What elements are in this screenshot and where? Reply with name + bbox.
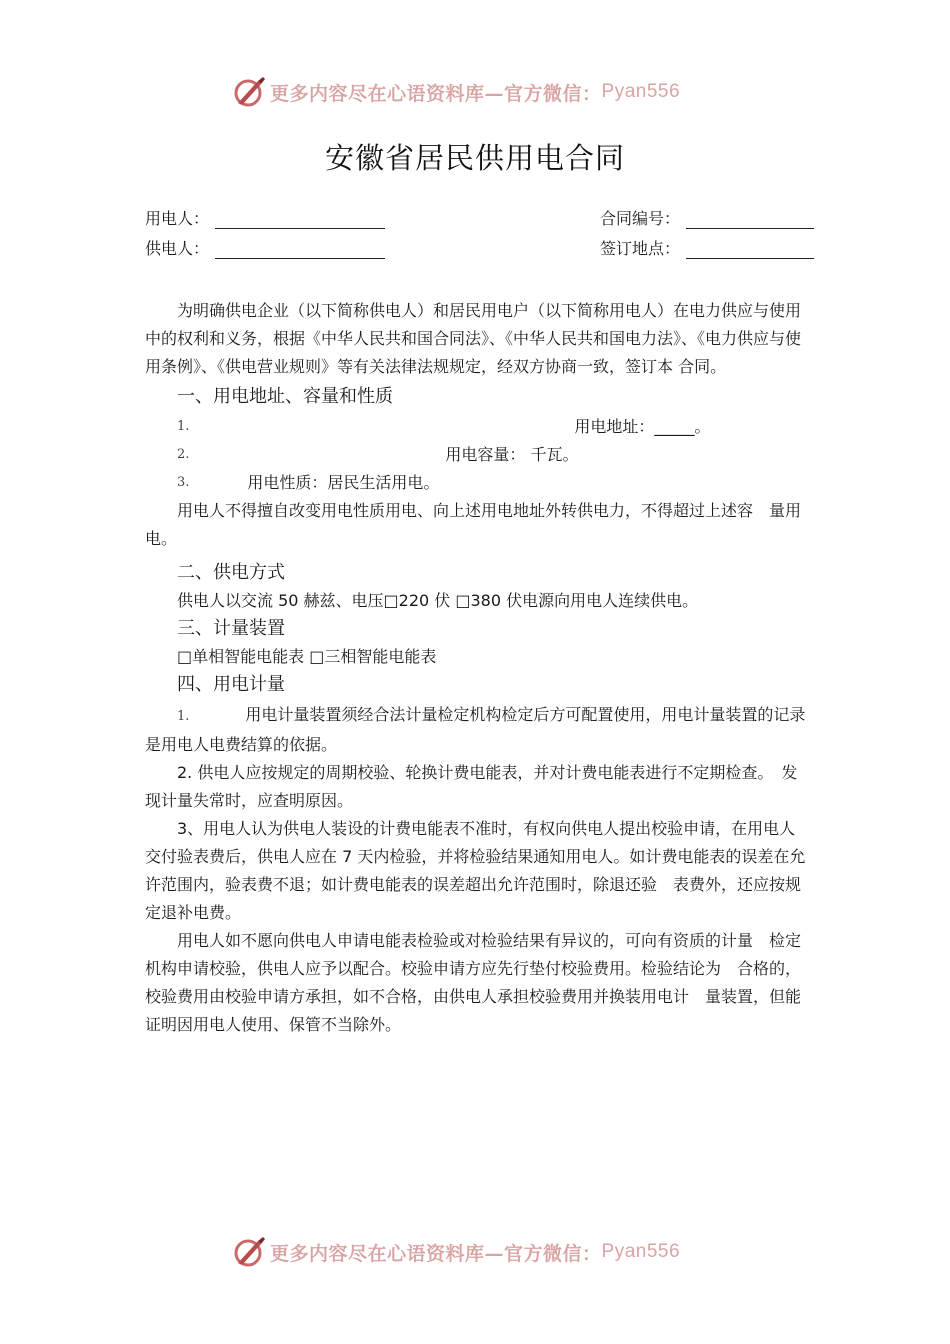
- section4-item3: 3、用电人认为供电人装设的计费电能表不准时，有权向供电人提出校验申请，在用电人交付验表费后，供电人应在 7 天内检验，并将检验结果通知用电人。如计费电能表的误差在允许范围内，验表费不退；如计费电能表的误差超出允许范围时，除退还验 表费外，还应按规定退补电费。: [145, 819, 806, 922]
- watermark-bottom: [232, 1236, 752, 1268]
- watermark-text: 更多内容尽在心语资料库—官方微信：: [270, 1242, 602, 1265]
- section1-note: 用电人不得擅自改变用电性质用电、向上述用电地址外转供电力，不得超过上述容 量用电。: [145, 501, 802, 548]
- section1-item3-num: 3.: [177, 475, 190, 490]
- section1-item2: [145, 441, 810, 469]
- pen-logo-icon: [232, 1236, 266, 1268]
- watermark-text: 更多内容尽在心语资料库—官方微信：: [270, 82, 602, 105]
- sign-place-blank: [686, 242, 814, 259]
- section3-heading: 三、计量装置: [177, 618, 285, 639]
- user-blank: [215, 212, 385, 229]
- watermark-wechat-id: Pyan556: [601, 81, 681, 102]
- section1-item1-text: 用电地址：_____。: [574, 417, 711, 436]
- watermark-wechat-id: Pyan556: [601, 1241, 681, 1262]
- section2-text: 供电人以交流 50 赫兹、电压□220 伏 □380 伏电源向用电人连续供电。: [177, 591, 699, 610]
- pen-logo-icon: [232, 76, 266, 108]
- sign-place-field: [600, 236, 814, 259]
- contract-no-blank: [686, 212, 814, 229]
- section1-item3: [145, 469, 810, 497]
- supplier-field: [145, 236, 385, 259]
- user-label: 用电人：: [145, 209, 210, 228]
- section1-item2-num: 2.: [177, 447, 190, 462]
- section4-item1-text: 用电计量装置须经合法计量检定机构检定后方可配置使用，用电计量装置的记录是用电人电费结算的依据。: [145, 705, 806, 754]
- contract-no-field: [600, 206, 814, 229]
- supplier-label: 供电人：: [145, 239, 210, 258]
- document-title: 安徽省居民供用电合同: [324, 141, 625, 175]
- section1-item1-num: 1.: [177, 419, 190, 434]
- section1-item2-text: 用电容量： 千瓦。: [445, 445, 579, 464]
- watermark-top: [232, 76, 752, 108]
- sign-place-label: 签订地点：: [600, 239, 681, 258]
- section4-paragraph: 用电人如不愿向供电人申请电能表检验或对检验结果有异议的，可向有资质的计量 检定机构申请校验，供电人应予以配合。校验申请方应先行垫付校验费用。检验结论为 合格的，校验费用由校验申请方承担，如不合格，由供电人承担校验费用并换装用电计 量装置，但能证明因用电人使用、保管不当除外。: [145, 931, 802, 1034]
- section1-heading: 一、用电地址、容量和性质: [177, 386, 393, 407]
- section1-item3-text: 用电性质：居民生活用电。: [247, 473, 440, 492]
- user-field: [145, 206, 385, 229]
- contract-body: [145, 297, 810, 1039]
- section4-item1: [145, 701, 810, 759]
- section4-item1-num: 1.: [177, 709, 190, 724]
- intro-paragraph: 为明确供电企业（以下简称供电人）和居民用电户（以下简称用电人）在电力供应与使用中的权利和义务，根据《中华人民共和国合同法》、《中华人民共和国电力法》、《电力供应与使用条例》、《供电营业规则》等有关法律法规规定，经双方协商一致，签订本 合同。: [145, 301, 802, 376]
- section1-item1: [145, 413, 810, 441]
- section3-text: □单相智能电能表 □三相智能电能表: [177, 647, 437, 666]
- contract-no-label: 合同编号：: [600, 209, 681, 228]
- supplier-blank: [215, 242, 385, 259]
- section4-item2: 2. 供电人应按规定的周期校验、轮换计费电能表，并对计费电能表进行不定期检查。 发现计量失常时，应查明原因。: [145, 763, 798, 810]
- section4-heading: 四、用电计量: [177, 674, 285, 695]
- section2-heading: 二、供电方式: [177, 562, 285, 583]
